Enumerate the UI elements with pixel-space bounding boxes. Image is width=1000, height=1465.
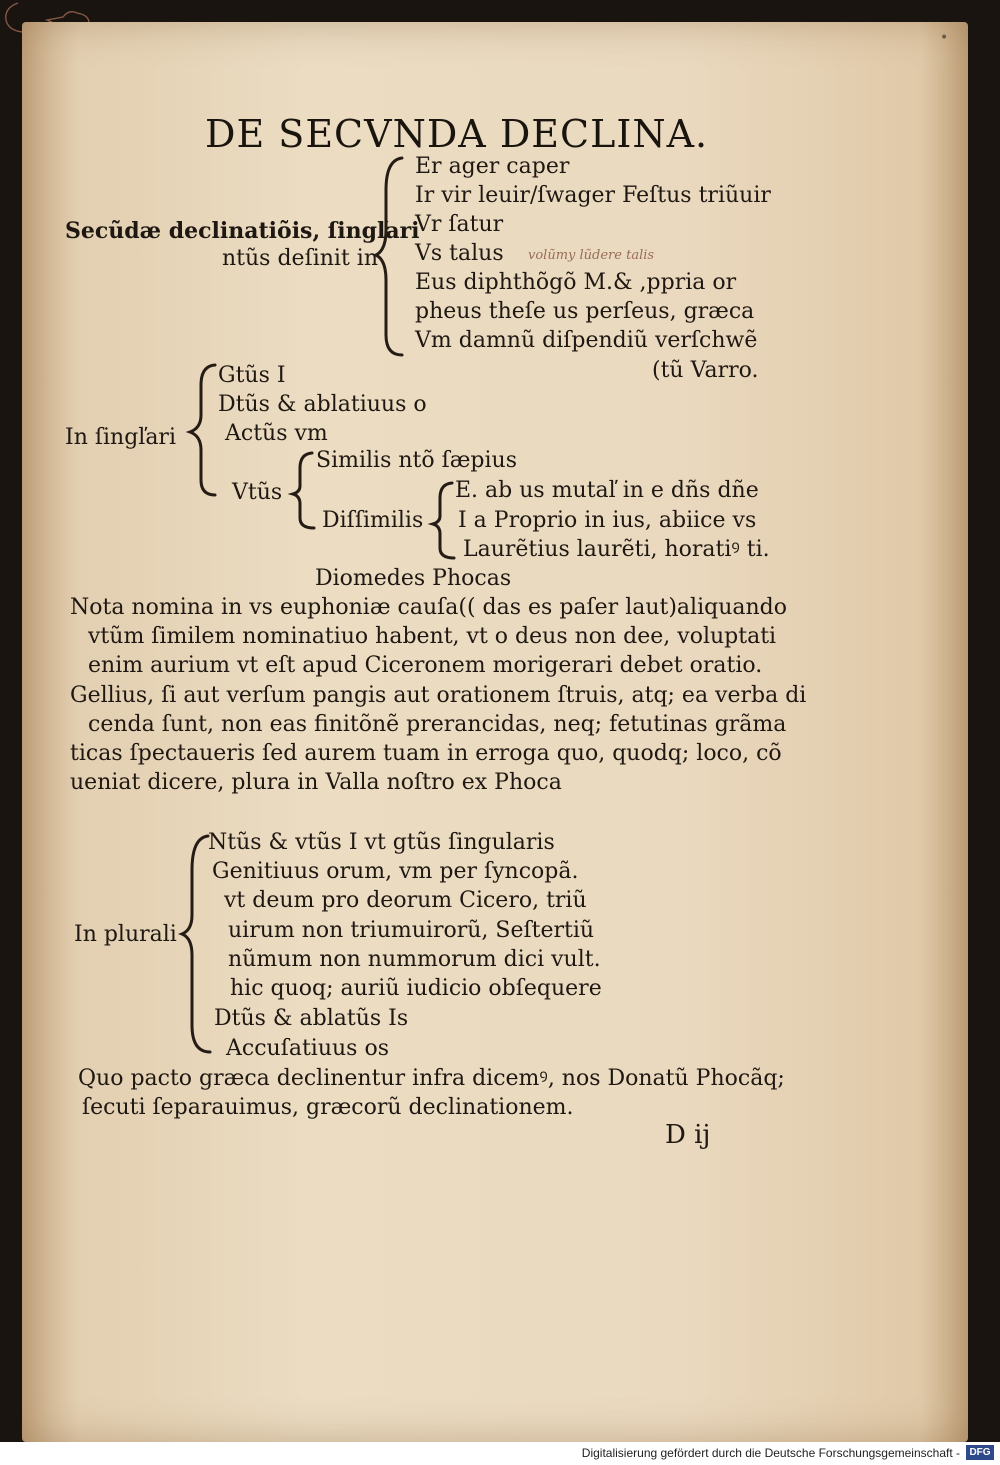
dissimilis-brace (430, 478, 458, 563)
section3-item: nũmum non nummorum dici vult. (228, 947, 601, 972)
paragraph-line: vtũm ſimilem nominatiuo habent, vt o deus non dee, voluptati (88, 624, 777, 649)
footer-text: Digitalisierung gefördert durch die Deutsche Forschungsgemeinschaft - (581, 1446, 960, 1460)
section3-item: vt deum pro deorum Cicero, triũ (224, 888, 587, 913)
section3-item: hic quoq; auriũ iudicio obſequere (230, 976, 602, 1001)
section2-item: Dtũs & ablatiuus o (218, 392, 427, 417)
paragraph-line: Nota nomina in vs euphoniæ cauſa(( das es paſer laut)aliquando (70, 595, 787, 620)
closing-line: Quo pacto græca declinentur infra dicemꝰ, nos Donatũ Phocãq; (78, 1066, 785, 1091)
section1-label-line2: ntũs deſinit in (222, 246, 378, 271)
paragraph-line: Gellius, ſi aut verſum pangis aut orationem ſtruis, atq; ea verba di (70, 683, 807, 708)
section1-item: Eus diphthõgõ M.& ,ppria or (415, 270, 737, 295)
footer-bar (0, 1442, 1000, 1465)
dfg-logo-icon: DFG (966, 1445, 994, 1460)
handwritten-note: volũmy lũdere talis (528, 248, 655, 263)
section1-label-line1: Secũdæ declinatiõis, ſingľari (65, 218, 420, 244)
section1-item: Ir vir leuir/ſwager Feſtus triũuir (415, 183, 771, 208)
dissimilis-rule: I a Proprio in ius, abiice vs (458, 508, 757, 533)
section1-item: pheus theſe us perſeus, græca (415, 299, 755, 324)
section1-item: Vm damnũ diſpendiũ verſchwẽ (415, 328, 758, 353)
closing-line: ſecuti ſeparauimus, græcorũ declinationem. (82, 1095, 574, 1120)
section3-item: Ntũs & vtũs I vt gtũs ſingularis (208, 830, 555, 855)
paragraph-line: Diomedes Phocas (315, 566, 512, 591)
section2-item: Gtũs I (218, 363, 286, 388)
paragraph-line: ueniat dicere, plura in Valla noſtro ex Phoca (70, 770, 562, 795)
section2-item: Vtũs (232, 480, 283, 505)
dissimilis-label: Diſſimilis (322, 508, 424, 533)
section3-item: uirum non triumuirorũ, Seſtertiũ (228, 918, 595, 943)
section1-item: Vr ſatur (415, 212, 504, 237)
page-heading: DE SECVNDA DECLINA. (205, 112, 709, 156)
corner-mark: • (940, 30, 949, 46)
section1-item: Er ager caper (415, 154, 570, 179)
signature-mark: D ij (665, 1120, 711, 1150)
section2-item: Actũs vm (225, 421, 328, 446)
paragraph-line: ticas ſpectaueris ſed aurem tuam in erroga quo, quodq; loco, cõ (70, 741, 782, 766)
similis-line: Similis ntõ ſæpius (316, 448, 518, 473)
section3-item: Genitiuus orum, vm per ſyncopã. (212, 859, 579, 884)
dissimilis-rule: Laurẽtius laurẽti, horatiꝰ ti. (463, 537, 770, 562)
section1-item: Vs talus (415, 241, 504, 266)
dissimilis-rule: E. ab us mutaľ in e dñs dñe (455, 478, 759, 503)
section1-brace (372, 150, 412, 360)
section2-label: In ſingľari (65, 425, 176, 450)
section3-item: Dtũs & ablatũs Is (214, 1006, 409, 1031)
paragraph-line: enim aurium vt eſt apud Ciceronem morigerari debet oratio. (88, 653, 763, 678)
section2-brace (185, 360, 220, 500)
paragraph-line: cenda ſunt, non eas finitõnẽ prerancidas, neq; fetutinas grãma (88, 712, 787, 737)
section3-item: Accuſatiuus os (226, 1036, 389, 1061)
section1-item: (tũ Varro. (652, 358, 759, 383)
section3-label: In plurali (74, 922, 177, 947)
section3-brace (176, 830, 216, 1060)
